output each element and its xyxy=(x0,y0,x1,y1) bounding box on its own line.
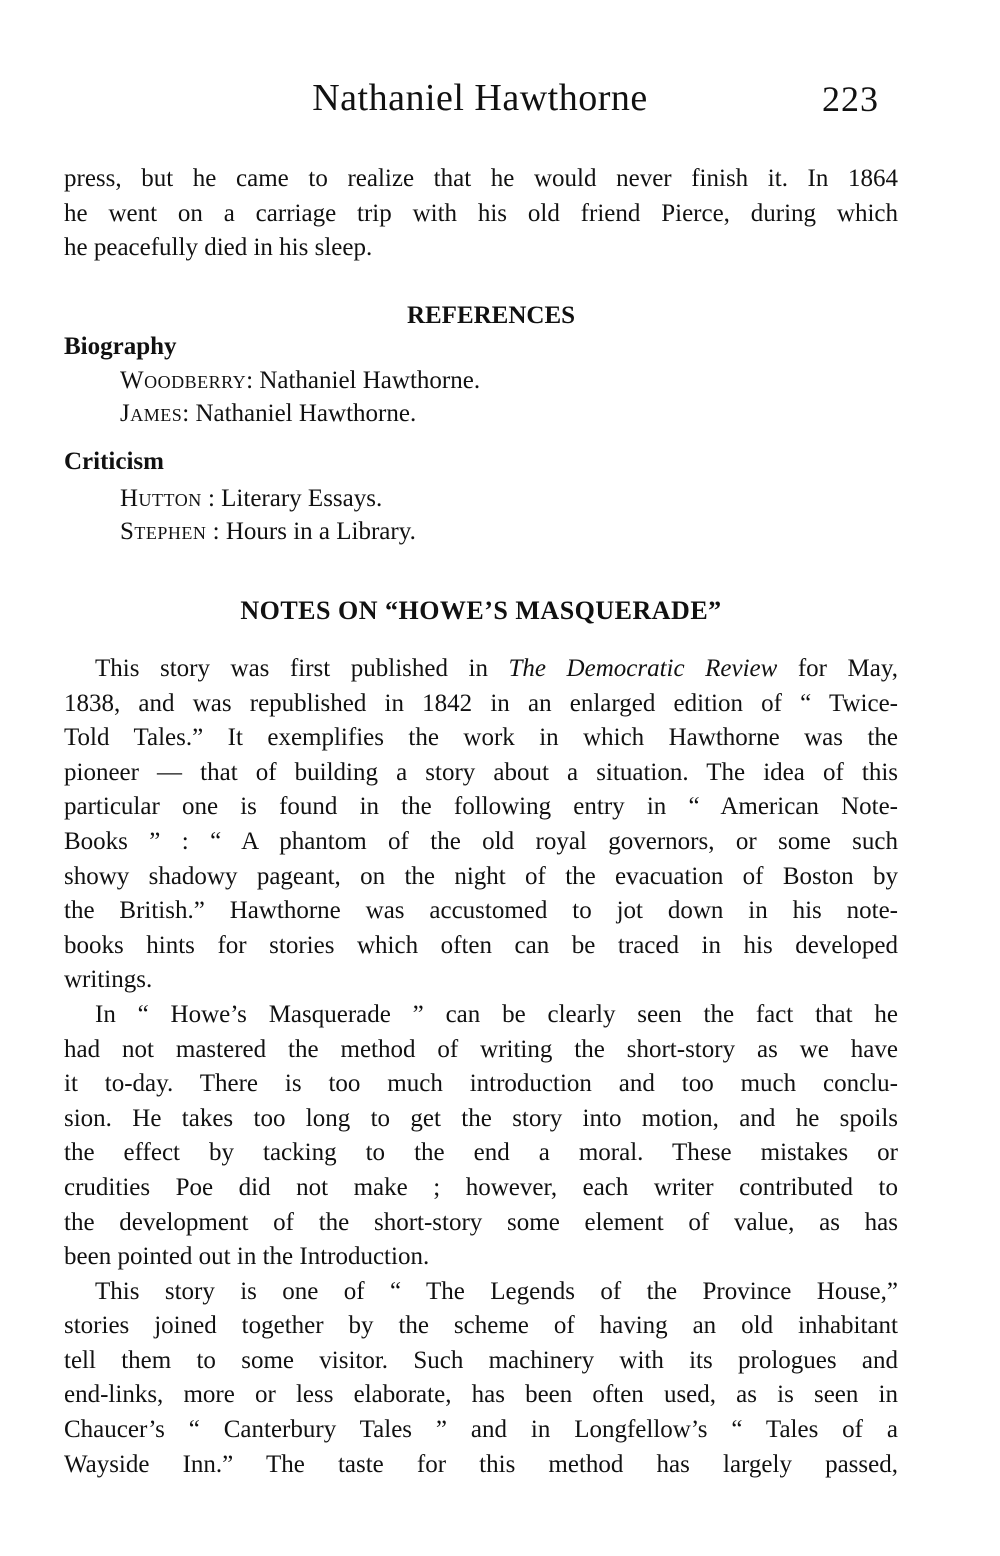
publication-title: The Democratic Review xyxy=(508,655,778,682)
page-number: 223 xyxy=(822,79,879,119)
paragraph-1 xyxy=(64,687,898,998)
reference-item xyxy=(64,397,898,430)
text-line: books hints for stories which often can be traced in his developed xyxy=(64,931,898,959)
notes-body xyxy=(64,652,898,1482)
text-line: particular one is found in the following entry in “ American Note- xyxy=(64,793,898,821)
criticism-heading: Criticism xyxy=(64,448,164,475)
text-line xyxy=(64,652,898,687)
text-line: Books ” : “ A phantom of the old royal governors, or some such xyxy=(64,827,898,855)
line-text: for May, xyxy=(777,655,898,682)
references-section xyxy=(64,302,898,548)
reference-title: : Hours in a Library. xyxy=(206,518,416,545)
text-line: showy shadowy pageant, on the night of the evacuation of Boston by xyxy=(64,862,898,890)
reference-item xyxy=(64,482,898,515)
reference-title: : Nathaniel Hawthorne. xyxy=(246,367,481,394)
reference-item xyxy=(64,515,898,548)
text-line: he peacefully died in his sleep. xyxy=(64,234,373,262)
text-line: pioneer — that of building a story about a situation. The idea of this xyxy=(64,758,898,786)
text-line: the development of the short-story some element of value, as has xyxy=(64,1208,898,1236)
running-title: Nathaniel Hawthorne xyxy=(312,77,648,119)
text-line: sion. He takes too long to get the story into motion, and he spoils xyxy=(64,1104,898,1132)
notes-heading: NOTES ON “HOWE’S MASQUERADE” xyxy=(240,596,722,625)
reference-author: James xyxy=(120,400,183,427)
text-line: writings. xyxy=(64,966,153,994)
reference-title: : Nathaniel Hawthorne. xyxy=(182,400,417,427)
reference-author: Woodberry xyxy=(120,367,247,394)
paragraph-3 xyxy=(64,1275,898,1483)
text-line: press, but he came to realize that he would never finish it. In 1864 xyxy=(64,165,898,192)
text-line: tell them to some visitor. Such machinery with its prologues and xyxy=(64,1346,898,1374)
reference-author: Hutton xyxy=(120,485,202,512)
text-line: crudities Poe did not make ; however, each writer contributed to xyxy=(64,1173,898,1201)
reference-author: Stephen xyxy=(120,518,207,545)
text-line: Chaucer’s “ Canterbury Tales ” and in Longfellow’s “ Tales of a xyxy=(64,1416,898,1444)
text-line: This story is one of “ The Legends of the Province House,” xyxy=(95,1277,898,1305)
text-line: Told Tales.” It exemplifies the work in which Hawthorne was the xyxy=(64,724,898,752)
biography-heading: Biography xyxy=(64,333,177,360)
paragraph-2 xyxy=(64,998,898,1275)
text-line: 1838, and was republished in 1842 in an enlarged edition of “ Twice- xyxy=(64,689,898,717)
text-line: the effect by tacking to the end a moral. These mistakes or xyxy=(64,1139,898,1167)
text-line: been pointed out in the Introduction. xyxy=(64,1243,430,1271)
text-line: it to-day. There is too much introduction and too much conclu- xyxy=(64,1070,898,1098)
text-line: he went on a carriage trip with his old friend Pierce, during which xyxy=(64,199,898,227)
line-text: This story was first published in xyxy=(95,655,509,682)
text-line: Wayside Inn.” The taste for this method has largely passed, xyxy=(64,1450,898,1478)
reference-item xyxy=(64,364,898,397)
text-line: had not mastered the method of writing the short-story as we have xyxy=(64,1035,898,1063)
text-line: end-links, more or less elaborate, has been often used, as is seen in xyxy=(64,1381,898,1409)
references-heading: REFERENCES xyxy=(406,302,576,329)
intro-paragraph xyxy=(64,162,898,266)
text-line: the British.” Hawthorne was accustomed to jot down in his note- xyxy=(64,897,898,925)
reference-title: : Literary Essays. xyxy=(201,485,383,512)
text-line: In “ Howe’s Masquerade ” can be clearly seen the fact that he xyxy=(95,1000,898,1028)
text-line: stories joined together by the scheme of having an old inhabitant xyxy=(64,1312,898,1340)
